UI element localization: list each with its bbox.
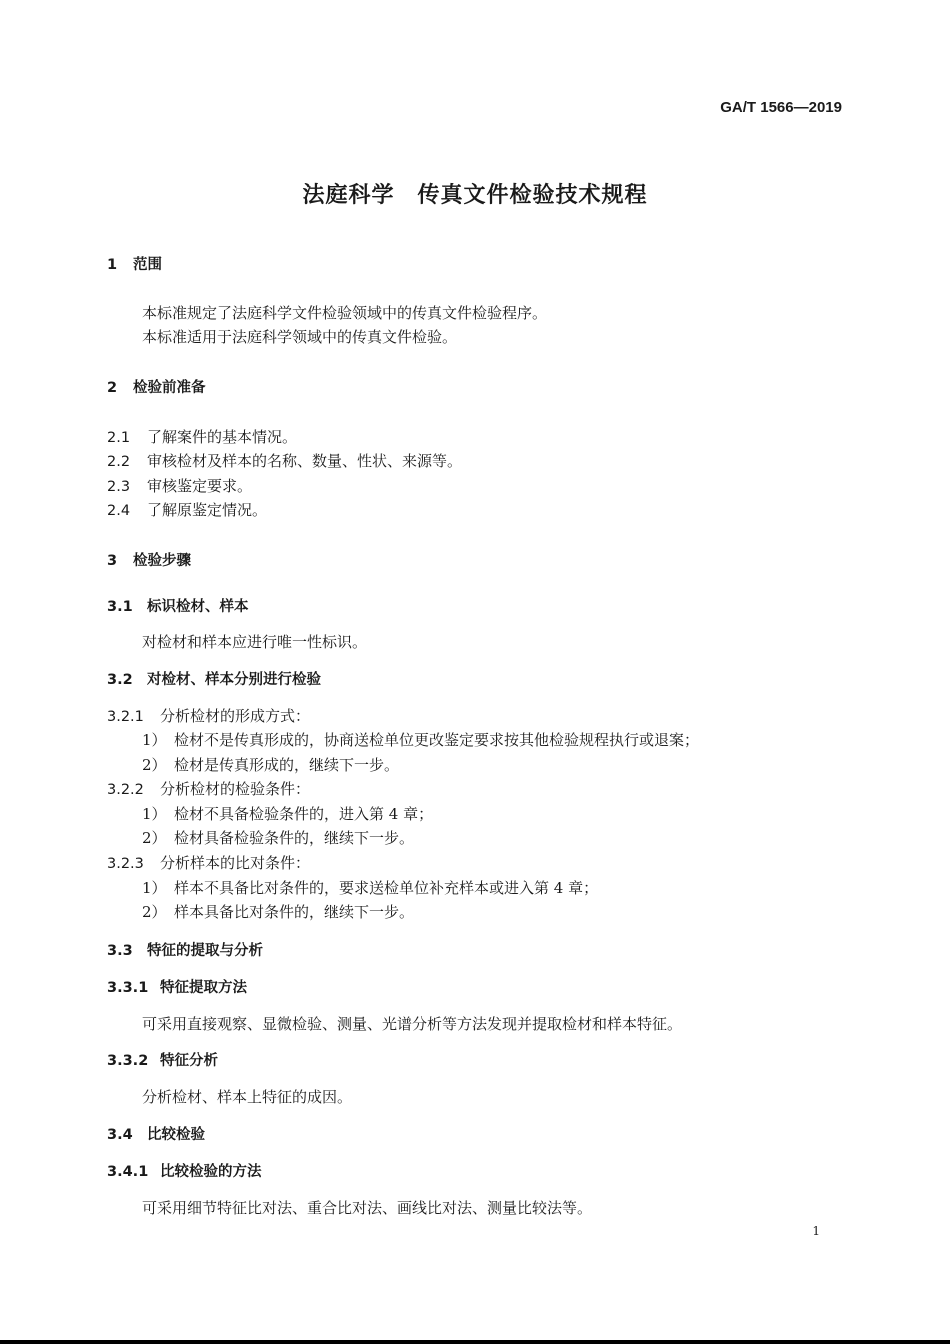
clause-number: 3.2.2 [107,782,144,798]
clause [107,705,310,726]
paragraph: 可采用直接观察、显微检验、测量、光谱分析等方法发现并提取检材和样本特征。 [142,1015,683,1033]
section-number: 3 [107,553,118,569]
list-item [142,729,699,750]
section-heading [107,253,162,274]
list-item-text: 检材具备检验条件的，继续下一步。 [174,829,415,847]
list-item [142,901,414,922]
clause-text: 审核鉴定要求。 [147,477,253,495]
list-item-number: 1） [142,805,167,823]
subsection-number: 3.3 [107,943,133,959]
page-number: 1 [812,1224,820,1238]
clause-number: 3.3.1 [107,980,149,996]
subsection-title: 对检材、样本分别进行检验 [147,672,321,688]
section-number: 2 [107,380,118,396]
list-item [142,754,399,775]
clause-number: 2.4 [107,503,131,519]
clause-number: 2.3 [107,479,131,495]
list-item-text: 检材是传真形成的，继续下一步。 [174,756,400,774]
subsection-number: 3.1 [107,599,133,615]
list-item-text: 样本具备比对条件的，继续下一步。 [174,903,415,921]
subsection-number: 3.4 [107,1127,133,1143]
subsection-title: 比较检验 [147,1127,205,1143]
clause-number: 2.1 [107,430,131,446]
subsection-title: 标识检材、样本 [147,599,249,615]
list-item [142,877,598,898]
page-bottom-border [0,1340,950,1344]
list-item-number: 2） [142,903,167,921]
clause-number: 2.2 [107,454,131,470]
clause-heading [107,1160,262,1181]
subsection-heading [107,595,249,616]
clause [107,475,252,496]
list-item-text: 检材不是传真形成的，协商送检单位更改鉴定要求按其他检验规程执行或退案； [174,731,700,749]
paragraph: 对检材和样本应进行唯一性标识。 [142,633,368,651]
clause-text: 分析样本的比对条件： [160,854,311,872]
list-item [142,827,414,848]
paragraph: 分析检材、样本上特征的成因。 [142,1088,353,1106]
subsection-heading [107,668,321,689]
clause-heading [107,1049,218,1070]
list-item-text: 样本不具备比对条件的，要求送检单位补充样本或进入第 4 章； [174,879,599,897]
subsection-title: 特征的提取与分析 [147,943,263,959]
section-title: 范围 [133,257,162,273]
clause-text: 了解原鉴定情况。 [147,501,268,519]
list-item-text: 检材不具备检验条件的，进入第 4 章； [174,805,434,823]
clause-number: 3.4.1 [107,1164,149,1180]
section-title: 检验步骤 [133,553,191,569]
paragraph: 可采用细节特征比对法、重合比对法、画线比对法、测量比较法等。 [142,1199,593,1217]
subsection-number: 3.2 [107,672,133,688]
clause-text: 审核检材及样本的名称、数量、性状、来源等。 [147,452,463,470]
section-title: 检验前准备 [133,380,206,396]
standard-number: GA/T 1566—2019 [720,99,842,116]
clause-heading [107,976,247,997]
clause [107,450,462,471]
clause-number: 3.2.3 [107,856,144,872]
clause-text: 分析检材的形成方式： [160,707,311,725]
clause-title: 特征分析 [160,1053,218,1069]
list-item-number: 1） [142,731,167,749]
list-item-number: 1） [142,879,167,897]
section-heading [107,376,206,397]
clause-title: 特征提取方法 [160,980,247,996]
clause [107,778,310,799]
subsection-heading [107,939,263,960]
clause-number: 3.3.2 [107,1053,149,1069]
list-item-number: 2） [142,756,167,774]
paragraph: 本标准适用于法庭科学领域中的传真文件检验。 [142,328,458,346]
list-item-number: 2） [142,829,167,847]
clause-title: 比较检验的方法 [160,1164,262,1180]
paragraph: 本标准规定了法庭科学文件检验领域中的传真文件检验程序。 [142,304,548,322]
clause-text: 了解案件的基本情况。 [147,428,298,446]
clause [107,499,267,520]
section-heading [107,549,191,570]
list-item [142,803,433,824]
clause [107,852,310,873]
clause-text: 分析检材的检验条件： [160,780,311,798]
document-title: 法庭科学 传真文件检验技术规程 [302,183,648,208]
section-number: 1 [107,257,118,273]
clause-number: 3.2.1 [107,709,144,725]
subsection-heading [107,1123,205,1144]
clause [107,426,297,447]
